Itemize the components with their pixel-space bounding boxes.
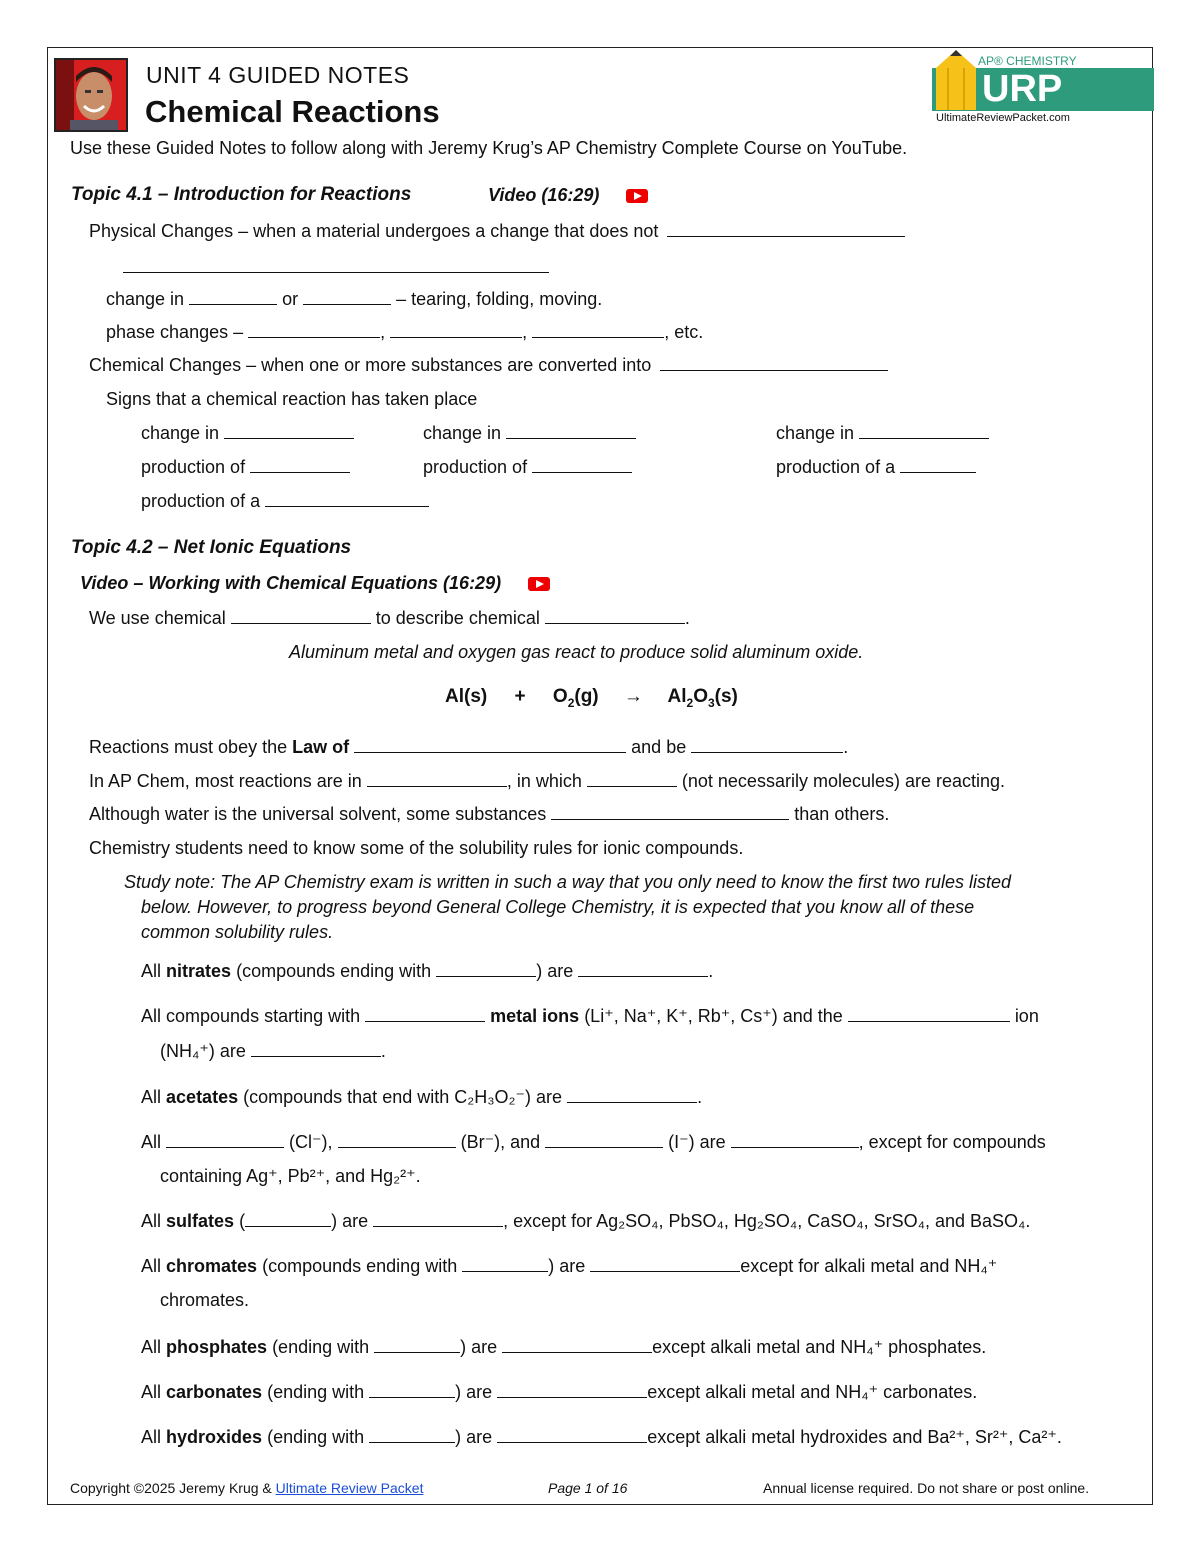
- sign-change-1: [141, 422, 354, 444]
- footer-copyright: [70, 1480, 423, 1496]
- production-of-label: production of: [423, 457, 528, 477]
- blank[interactable]: [667, 220, 905, 237]
- blank-line[interactable]: [123, 272, 549, 273]
- ending-with: (ending with: [267, 1427, 365, 1447]
- eq-o3-sub: 3: [707, 695, 715, 710]
- we-use-label: We use chemical: [89, 608, 226, 628]
- all-label: All: [141, 1427, 162, 1447]
- change-in-label: change in: [141, 423, 220, 443]
- blank[interactable]: [497, 1381, 647, 1398]
- blank[interactable]: [545, 1131, 663, 1148]
- blank[interactable]: [369, 1381, 455, 1398]
- rule-hydroxides: [141, 1426, 1062, 1448]
- study-note-3: common solubility rules.: [141, 922, 334, 942]
- rule-ammonium: [160, 1040, 386, 1062]
- are-label: ) are: [460, 1337, 498, 1357]
- urp-logo: [930, 48, 1155, 128]
- logo-main-text: URP: [982, 68, 1063, 110]
- period: .: [708, 961, 714, 981]
- eq-o2: O: [552, 686, 568, 707]
- period: .: [843, 737, 849, 757]
- ap-row: [89, 770, 1005, 792]
- hydroxides-except: except alkali metal hydroxides and Ba²⁺, Sr²⁺, Ca²⁺.: [647, 1427, 1062, 1447]
- period: .: [380, 1041, 386, 1061]
- topic-4-1-video[interactable]: [488, 184, 648, 206]
- chromates-except: except for alkali metal and NH₄⁺: [740, 1256, 998, 1276]
- topic-4-2-video-label: Video – Working with Chemical Equations (16:29): [80, 573, 502, 593]
- nitrates-label: nitrates: [166, 961, 232, 981]
- blank[interactable]: [660, 354, 888, 371]
- unit-label: UNIT 4 GUIDED NOTES: [146, 62, 410, 88]
- period: .: [684, 608, 690, 628]
- blank[interactable]: [691, 736, 843, 753]
- page-number: Page 1 of 16: [548, 1480, 628, 1496]
- rule-chromates-2: chromates.: [160, 1290, 250, 1310]
- ion-label: ion: [1014, 1006, 1039, 1026]
- copyright-text: Copyright ©2025 Jeremy Krug &: [70, 1480, 272, 1496]
- sign-production-1: [141, 456, 350, 478]
- phosphates-except: except alkali metal and NH₄⁺ phosphates.: [652, 1337, 987, 1357]
- to-describe-label: to describe chemical: [375, 608, 540, 628]
- blank[interactable]: [590, 1255, 740, 1272]
- production-of-a-label: production of a: [141, 491, 261, 511]
- eq-arrow: →: [623, 686, 643, 707]
- ending-with: (ending with: [267, 1382, 365, 1402]
- cl-label: (Cl⁻),: [289, 1132, 333, 1152]
- students-text: Chemistry students need to know some of the solubility rules for ionic compounds.: [89, 838, 744, 858]
- hydroxides-label: hydroxides: [166, 1427, 263, 1447]
- license-note: Annual license required. Do not share or post online.: [763, 1480, 1090, 1496]
- are-label: ) are: [455, 1427, 493, 1447]
- eq-o2-sub: 2: [567, 695, 575, 710]
- chemical-changes-text: Chemical Changes – when one or more substances are converted into: [89, 355, 652, 375]
- br-label: (Br⁻), and: [460, 1132, 541, 1152]
- phosphates-label: phosphates: [166, 1337, 268, 1357]
- all-label: All: [141, 1087, 162, 1107]
- rule-halides: [141, 1131, 1046, 1153]
- blank[interactable]: [224, 422, 354, 439]
- all-label: All: [141, 961, 162, 981]
- all-label: All: [141, 1211, 162, 1231]
- all-label: All: [141, 1256, 162, 1276]
- sign-change-3: [776, 422, 989, 444]
- intro-text: Use these Guided Notes to follow along with Jeremy Krug’s AP Chemistry Complete Course on YouTube.: [70, 138, 908, 158]
- ap-text-c: (not necessarily molecules) are reacting.: [681, 771, 1006, 791]
- sign-production-3: [776, 456, 976, 478]
- blank[interactable]: [506, 422, 636, 439]
- water-text-a: Although water is the universal solvent, some substances: [89, 804, 547, 824]
- acetates-text: (compounds that end with C₂H₃O₂⁻) are: [243, 1087, 563, 1107]
- water-text-b: than others.: [794, 804, 890, 824]
- metal-ions-label: metal ions: [490, 1006, 580, 1026]
- chemical-equation: [445, 686, 738, 710]
- eq-al2-sub: 2: [686, 695, 694, 710]
- blank[interactable]: [189, 288, 277, 305]
- eq-s: (s): [714, 686, 738, 707]
- production-of-label: production of: [141, 457, 246, 477]
- blank[interactable]: [373, 1210, 503, 1227]
- except-compounds: , except for compounds: [858, 1132, 1046, 1152]
- blank[interactable]: [859, 422, 989, 439]
- urp-link[interactable]: Ultimate Review Packet: [275, 1480, 424, 1496]
- all-label: All: [141, 1132, 162, 1152]
- youtube-icon[interactable]: [626, 189, 648, 203]
- iodide-label: (I⁻) are: [668, 1132, 726, 1152]
- ap-text-b: , in which: [506, 771, 582, 791]
- study-note-2: below. However, to progress beyond General College Chemistry, it is expected that you know all of these: [141, 897, 975, 917]
- water-row: [89, 803, 889, 825]
- blank[interactable]: [587, 770, 677, 787]
- all-label: All: [141, 1337, 162, 1357]
- are-label: ) are: [455, 1382, 493, 1402]
- starting-text: All compounds starting with: [141, 1006, 361, 1026]
- logo-url: UltimateReviewPacket.com: [936, 112, 1070, 124]
- logo-top-text: AP® CHEMISTRY: [978, 54, 1077, 68]
- blank[interactable]: [245, 1210, 331, 1227]
- eq-g: (g): [574, 686, 599, 707]
- ions-list: (Li⁺, Na⁺, K⁺, Rb⁺, Cs⁺) and the: [584, 1006, 843, 1026]
- rule-carbonates: [141, 1381, 977, 1403]
- eq-o3: O: [693, 686, 708, 707]
- blank[interactable]: [367, 770, 507, 787]
- comma: ,: [380, 322, 386, 342]
- are-label: ) are: [331, 1211, 369, 1231]
- blank[interactable]: [250, 456, 350, 473]
- open-paren: (: [239, 1211, 246, 1231]
- blank[interactable]: [578, 960, 708, 977]
- blank[interactable]: [231, 607, 371, 624]
- sulfates-label: sulfates: [166, 1211, 235, 1231]
- eq-al2: Al: [667, 686, 687, 707]
- carbonates-except: except alkali metal and NH₄⁺ carbonates.: [647, 1382, 978, 1402]
- physical-changes-text: Physical Changes – when a material undergoes a change that does not: [89, 221, 659, 241]
- ap-text-a: In AP Chem, most reactions are in: [89, 771, 362, 791]
- topic-4-1-title: [71, 184, 411, 206]
- carbonates-label: carbonates: [166, 1382, 263, 1402]
- rule-acetates: [141, 1086, 702, 1108]
- law-row: [89, 736, 848, 758]
- law-text-b: Law of: [292, 737, 350, 757]
- sign-production-4: [141, 490, 429, 512]
- chromates-text: (compounds ending with: [262, 1256, 458, 1276]
- ending-with: (ending with: [272, 1337, 370, 1357]
- blank[interactable]: [502, 1336, 652, 1353]
- blank[interactable]: [251, 1040, 381, 1057]
- change-in-row: [106, 288, 602, 310]
- rule-alkali: [141, 1005, 1039, 1027]
- blank[interactable]: [338, 1131, 456, 1148]
- eq-plus: +: [514, 686, 526, 707]
- blank[interactable]: [303, 288, 391, 305]
- blank[interactable]: [390, 321, 522, 338]
- eq-al: Al(s): [445, 686, 488, 707]
- blank[interactable]: [551, 803, 789, 820]
- period: .: [697, 1087, 703, 1107]
- law-text-c: and be: [631, 737, 687, 757]
- blank[interactable]: [567, 1086, 697, 1103]
- etc-label: , etc.: [664, 322, 704, 342]
- rule-chromates: [141, 1255, 997, 1277]
- tearing-label: – tearing, folding, moving.: [396, 289, 603, 309]
- change-in-label: change in: [106, 289, 185, 309]
- page-title: Chemical Reactions: [145, 94, 440, 129]
- signs-text: Signs that a chemical reaction has taken place: [106, 389, 478, 409]
- blank[interactable]: [900, 456, 976, 473]
- rule-nitrates: [141, 960, 713, 982]
- change-in-label: change in: [423, 423, 502, 443]
- blank[interactable]: [166, 1131, 284, 1148]
- chemical-changes: [89, 354, 888, 376]
- topic-4-1-video-label: Video (16:29): [488, 185, 600, 205]
- blank[interactable]: [248, 321, 380, 338]
- comma: ,: [522, 322, 528, 342]
- we-use-row: [89, 607, 690, 629]
- nitrates-text: (compounds ending with: [236, 961, 432, 981]
- blank[interactable]: [497, 1426, 647, 1443]
- phase-changes-row: [106, 321, 703, 343]
- physical-changes: [89, 220, 905, 242]
- blank[interactable]: [731, 1131, 859, 1148]
- blank[interactable]: [532, 321, 664, 338]
- phase-changes-label: phase changes –: [106, 322, 244, 342]
- rule-phosphates: [141, 1336, 986, 1358]
- chromates-label: chromates: [166, 1256, 258, 1276]
- blank[interactable]: [532, 456, 632, 473]
- are-label: ) are: [536, 961, 574, 981]
- topic-4-1-heading: Topic 4.1 – Introduction for Reactions: [71, 184, 412, 205]
- blank[interactable]: [369, 1426, 455, 1443]
- blank[interactable]: [436, 960, 536, 977]
- change-in-label: change in: [776, 423, 855, 443]
- rule-halides-2: containing Ag⁺, Pb²⁺, and Hg₂²⁺.: [160, 1166, 421, 1186]
- sign-change-2: [423, 422, 636, 444]
- rule-sulfates: [141, 1210, 1030, 1232]
- acetates-label: acetates: [166, 1087, 239, 1107]
- sulfates-except: , except for Ag₂SO₄, PbSO₄, Hg₂SO₄, CaSO₄, SrSO₄, and BaSO₄.: [503, 1211, 1031, 1231]
- topic-4-2-video[interactable]: [80, 572, 550, 594]
- blank[interactable]: [354, 736, 626, 753]
- blank[interactable]: [265, 490, 429, 507]
- are-label: ) are: [548, 1256, 586, 1276]
- law-text-a: Reactions must obey the: [89, 737, 288, 757]
- or-label: or: [282, 289, 299, 309]
- blank[interactable]: [848, 1005, 1010, 1022]
- youtube-icon[interactable]: [528, 577, 550, 591]
- blank[interactable]: [545, 607, 685, 624]
- example-sentence: Aluminum metal and oxygen gas react to produce solid aluminum oxide.: [289, 642, 864, 662]
- study-note-1: Study note: The AP Chemistry exam is written in such a way that you only need to know the first two rules listed: [124, 872, 1012, 892]
- nh4-text: (NH₄⁺) are: [160, 1041, 246, 1061]
- all-label: All: [141, 1382, 162, 1402]
- blank[interactable]: [365, 1005, 485, 1022]
- topic-4-2-title: Topic 4.2 – Net Ionic Equations: [71, 537, 352, 558]
- blank[interactable]: [462, 1255, 548, 1272]
- author-photo: [54, 58, 128, 132]
- sign-production-2: [423, 456, 632, 478]
- production-of-a-label: production of a: [776, 457, 896, 477]
- blank[interactable]: [374, 1336, 460, 1353]
